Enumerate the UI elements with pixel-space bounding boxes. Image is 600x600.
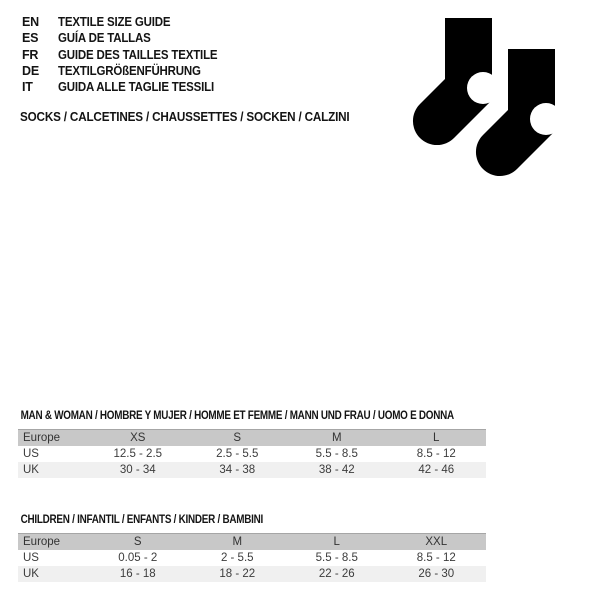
children-table-title: CHILDREN / INFANTIL / ENFANTS / KINDER / BAMBINI [20, 514, 263, 526]
size-value: 8.5 - 12 [416, 448, 456, 460]
man-woman-size-table [18, 429, 486, 478]
size-value: 2 - 5.5 [220, 552, 254, 564]
language-code: ES [22, 31, 39, 46]
column-header-size: XS [130, 432, 146, 444]
size-value: 22 - 26 [318, 568, 355, 580]
size-value: 5.5 - 8.5 [315, 552, 358, 564]
region-label: UK [23, 568, 39, 580]
column-header-size: S [133, 536, 142, 548]
socks-icon [405, 10, 570, 185]
column-header-size: M [232, 536, 243, 548]
column-header-europe: Europe [23, 432, 61, 444]
size-value: 42 - 46 [418, 464, 455, 476]
language-code: EN [22, 15, 39, 29]
language-row-de [22, 63, 231, 79]
table-row-us [18, 550, 486, 566]
language-list [22, 14, 231, 95]
size-value: 8.5 - 12 [416, 552, 456, 564]
language-code: FR [22, 47, 39, 62]
column-header-size: XXL [425, 536, 448, 548]
table-row-uk [18, 566, 486, 582]
language-row-en [22, 14, 231, 30]
language-label: TEXTILE SIZE GUIDE [58, 15, 171, 29]
column-header-size: L [433, 432, 440, 444]
size-value: 16 - 18 [119, 568, 156, 580]
table-row-us [18, 446, 486, 462]
language-label: GUÍA DE TALLAS [58, 31, 151, 46]
size-value: 5.5 - 8.5 [315, 448, 358, 460]
column-header-europe: Europe [23, 536, 61, 548]
region-label: US [23, 552, 39, 564]
size-value: 0.05 - 2 [118, 552, 158, 564]
size-value: 26 - 30 [418, 568, 455, 580]
language-code: IT [22, 80, 33, 95]
size-value: 38 - 42 [318, 464, 355, 476]
children-size-table [18, 533, 486, 582]
language-label: TEXTILGRÖßENFÜHRUNG [58, 63, 201, 78]
children-size-section [18, 514, 486, 582]
man-woman-size-section [18, 410, 486, 478]
region-label: US [23, 448, 39, 460]
language-row-es [22, 30, 231, 46]
region-label: UK [23, 464, 39, 476]
size-value: 18 - 22 [219, 568, 256, 580]
language-row-fr [22, 47, 231, 63]
size-value: 30 - 34 [119, 464, 156, 476]
table-row-uk [18, 462, 486, 478]
column-header-size: S [233, 432, 242, 444]
size-value: 12.5 - 2.5 [113, 448, 163, 460]
language-label: GUIDA ALLE TAGLIE TESSILI [58, 80, 214, 95]
language-row-it [22, 79, 231, 95]
table-header-row [18, 430, 486, 447]
product-category-title: SOCKS / CALCETINES / CHAUSSETTES / SOCKEN / CALZINI [20, 109, 350, 124]
size-value: 2.5 - 5.5 [216, 448, 259, 460]
man-woman-table-title: MAN & WOMAN / HOMBRE Y MUJER / HOMME ET FEMME / MANN UND FRAU / UOMO E DONNA [20, 410, 454, 422]
column-header-size: M [331, 432, 342, 444]
table-header-row [18, 534, 486, 551]
language-code: DE [22, 63, 39, 78]
size-value: 34 - 38 [219, 464, 256, 476]
column-header-size: L [333, 536, 340, 548]
language-label: GUIDE DES TAILLES TEXTILE [58, 47, 218, 62]
